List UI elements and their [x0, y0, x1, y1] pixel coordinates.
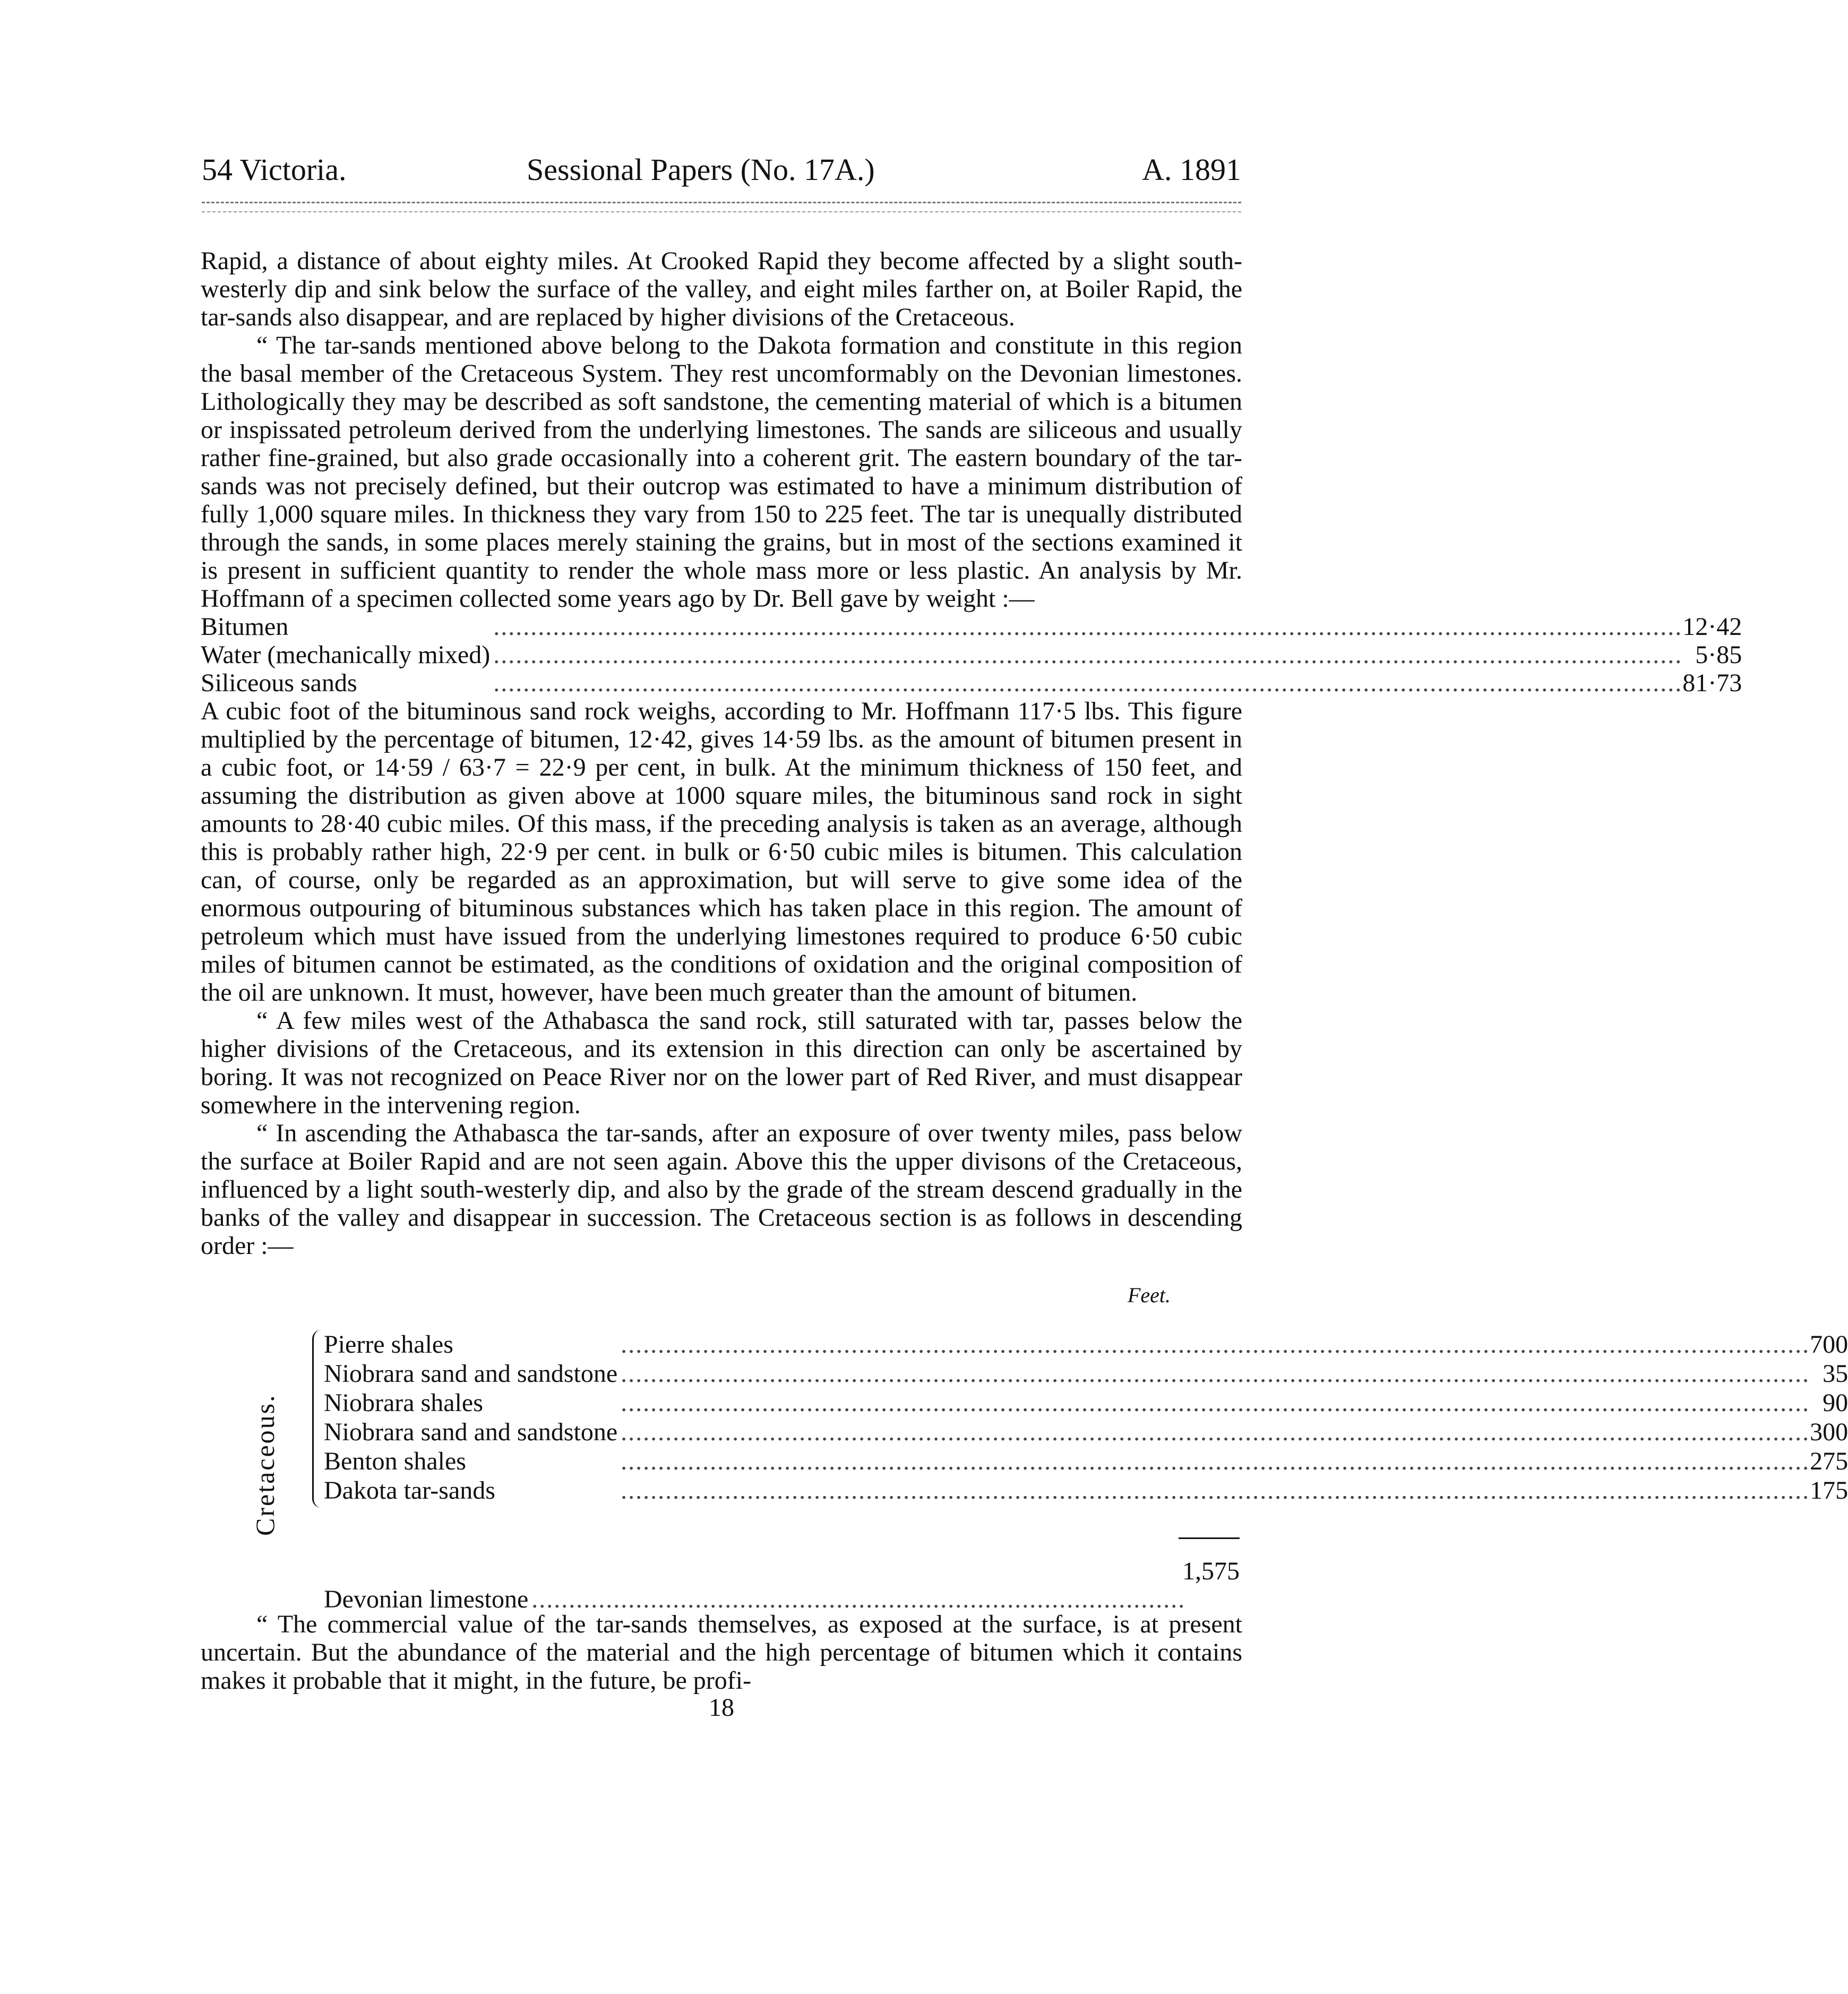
- analysis-table: [201, 613, 1742, 697]
- stratum-row: [324, 1359, 1848, 1388]
- analysis-value: 12·42: [1682, 613, 1742, 641]
- stratum-row: [324, 1388, 1848, 1417]
- leader-dots: ................................................................................................................................................................: [621, 1360, 1810, 1388]
- stratum-label: Pierre shales: [324, 1330, 453, 1359]
- stratum-row: [324, 1447, 1848, 1476]
- body-text: [201, 247, 1848, 1722]
- leader-dots: ................................................................................................................................................................: [493, 669, 1683, 697]
- cretaceous-section: [201, 1281, 1848, 1613]
- section-total: 1,575: [1182, 1557, 1240, 1585]
- analysis-row: [201, 613, 1742, 641]
- analysis-value: 5·85: [1695, 641, 1742, 669]
- devonian-row: [324, 1585, 1185, 1614]
- stratum-label: Dakota tar-sands: [324, 1476, 495, 1505]
- stratum-row: [324, 1476, 1848, 1505]
- sum-rule: [1179, 1537, 1240, 1539]
- paragraph-continuation: Rapid, a distance of about eighty miles. At Crooked Rapid they become affected by a slight south-westerly dip and sink below the surface of the valley, and eight miles farther on, at Boiler Rapid, the tar-sands also disappear, and are replaced by higher divisions of the Cretaceous.: [201, 247, 1242, 331]
- analysis-row: [201, 669, 1742, 697]
- analysis-label: Water (mechanically mixed): [201, 641, 491, 669]
- analysis-row: [201, 641, 1742, 669]
- leader-dots: ................................................................................................................................................................: [621, 1330, 1810, 1359]
- analysis-label: Bitumen: [201, 613, 289, 641]
- paragraph-west: “ A few miles west of the Athabasca the sand rock, still saturated with tar, passes below the higher divisions of the Cretaceous, and its extension in this direction can only be ascertained by boring. It was not recognized on Peace River nor on the lower part of Red River, and must disappear somewhere in the intervening region.: [201, 1007, 1242, 1119]
- strata-table: [324, 1330, 1848, 1505]
- stratum-label: Niobrara sand and sandstone: [324, 1360, 618, 1388]
- stratum-row: [324, 1330, 1848, 1359]
- stratum-label: Niobrara shales: [324, 1389, 483, 1417]
- stratum-value: 90: [1823, 1389, 1848, 1417]
- leader-dots: ................................................................................................................................................................: [493, 641, 1683, 669]
- leader-dots: ................................................................................................................................................................: [621, 1447, 1810, 1475]
- header-rule-secondary: [202, 211, 1241, 212]
- header-session: 54 Victoria.: [202, 152, 347, 187]
- brace: [312, 1330, 321, 1508]
- stratum-value: 275: [1810, 1447, 1848, 1475]
- leader-dots: ........................................................................................: [531, 1585, 1186, 1613]
- leader-dots: ................................................................................................................................................................: [621, 1476, 1810, 1505]
- stratum-value: 175: [1810, 1476, 1848, 1505]
- cretaceous-label: Cretaceous.: [250, 1394, 280, 1536]
- paragraph-ascending: “ In ascending the Athabasca the tar-sands, after an exposure of over twenty miles, pass below the surface at Boiler Rapid and are not seen again. Above this the upper divisons of the Cretaceous, influenced by a light south-westerly dip, and also by the grade of the stream descend gradually in the banks of the valley and disappear in succession. The Cretaceous section is as follows in descending order :—: [201, 1119, 1242, 1260]
- stratum-label: Benton shales: [324, 1447, 466, 1475]
- stratum-value: 700: [1810, 1330, 1848, 1359]
- paragraph-dakota: “ The tar-sands mentioned above belong to the Dakota formation and constitute in this region the basal member of the Cretaceous System. They rest uncomformably on the Devonian limestones. Lithologically they may be described as soft sandstone, the cementing material of which is a bitumen or inspissated petroleum derived from the underlying limestones. The sands are siliceous and usually rather fine-grained, but also grade occasionally into a coherent grit. The eastern boundary of the tar-sands was not precisely defined, but their outcrop was estimated to have a minimum distribution of fully 1,000 square miles. In thickness they vary from 150 to 225 feet. The tar is unequally distributed through the sands, in some places merely staining the grains, but in most of the sections examined it is present in sufficient quantity to render the whole mass more or less plastic. An analysis by Mr. Hoffmann of a specimen collected some years ago by Dr. Bell gave by weight :—: [201, 331, 1242, 613]
- stratum-label: Niobrara sand and sandstone: [324, 1418, 618, 1446]
- leader-dots: ................................................................................................................................................................: [621, 1389, 1810, 1417]
- analysis-label: Siliceous sands: [201, 669, 357, 697]
- leader-dots: ................................................................................................................................................................: [621, 1418, 1810, 1446]
- analysis-value: 81·73: [1682, 669, 1742, 697]
- stratum-row: [324, 1417, 1848, 1447]
- stratum-value: 300: [1810, 1418, 1848, 1446]
- leader-dots: ................................................................................................................................................................: [493, 613, 1683, 641]
- running-header: [202, 151, 1241, 188]
- devonian-label: Devonian limestone: [324, 1585, 529, 1613]
- page-number: 18: [709, 1694, 734, 1722]
- header-rule: [202, 202, 1241, 203]
- paragraph-calculation: A cubic foot of the bituminous sand rock weighs, according to Mr. Hoffmann 117·5 lbs. This figure multiplied by the percentage of bitumen, 12·42, gives 14·59 lbs. as the amount of bitumen present in a cubic foot, or 14·59 / 63·7 = 22·9 per cent, in bulk. At the minimum thickness of 150 feet, and assuming the distribution as given above at 1000 square miles, the bituminous sand rock in sight amounts to 28·40 cubic miles. Of this mass, if the preceding analysis is taken as an average, although this is probably rather high, 22·9 per cent. in bulk or 6·50 cubic miles is bitumen. This calculation can, of course, only be regarded as an approximation, but will serve to give some idea of the enormous outpouring of bituminous substances which has taken place in this region. The amount of petroleum which must have issued from the underlying limestones required to produce 6·50 cubic miles of bitumen cannot be estimated, as the conditions of oxidation and the original composition of the oil are unknown. It must, however, have been much greater than the amount of bitumen.: [201, 697, 1242, 1007]
- unit-header: Feet.: [1127, 1283, 1171, 1307]
- header-year: A. 1891: [1142, 152, 1241, 187]
- stratum-value: 35: [1823, 1360, 1848, 1388]
- paragraph-commercial: “ The commercial value of the tar-sands themselves, as exposed at the surface, is at present uncertain. But the abundance of the material and the high percentage of bitumen which it contains makes it probable that it might, in the future, be profi-: [201, 1610, 1242, 1695]
- header-title: Sessional Papers (No. 17A.): [527, 152, 875, 187]
